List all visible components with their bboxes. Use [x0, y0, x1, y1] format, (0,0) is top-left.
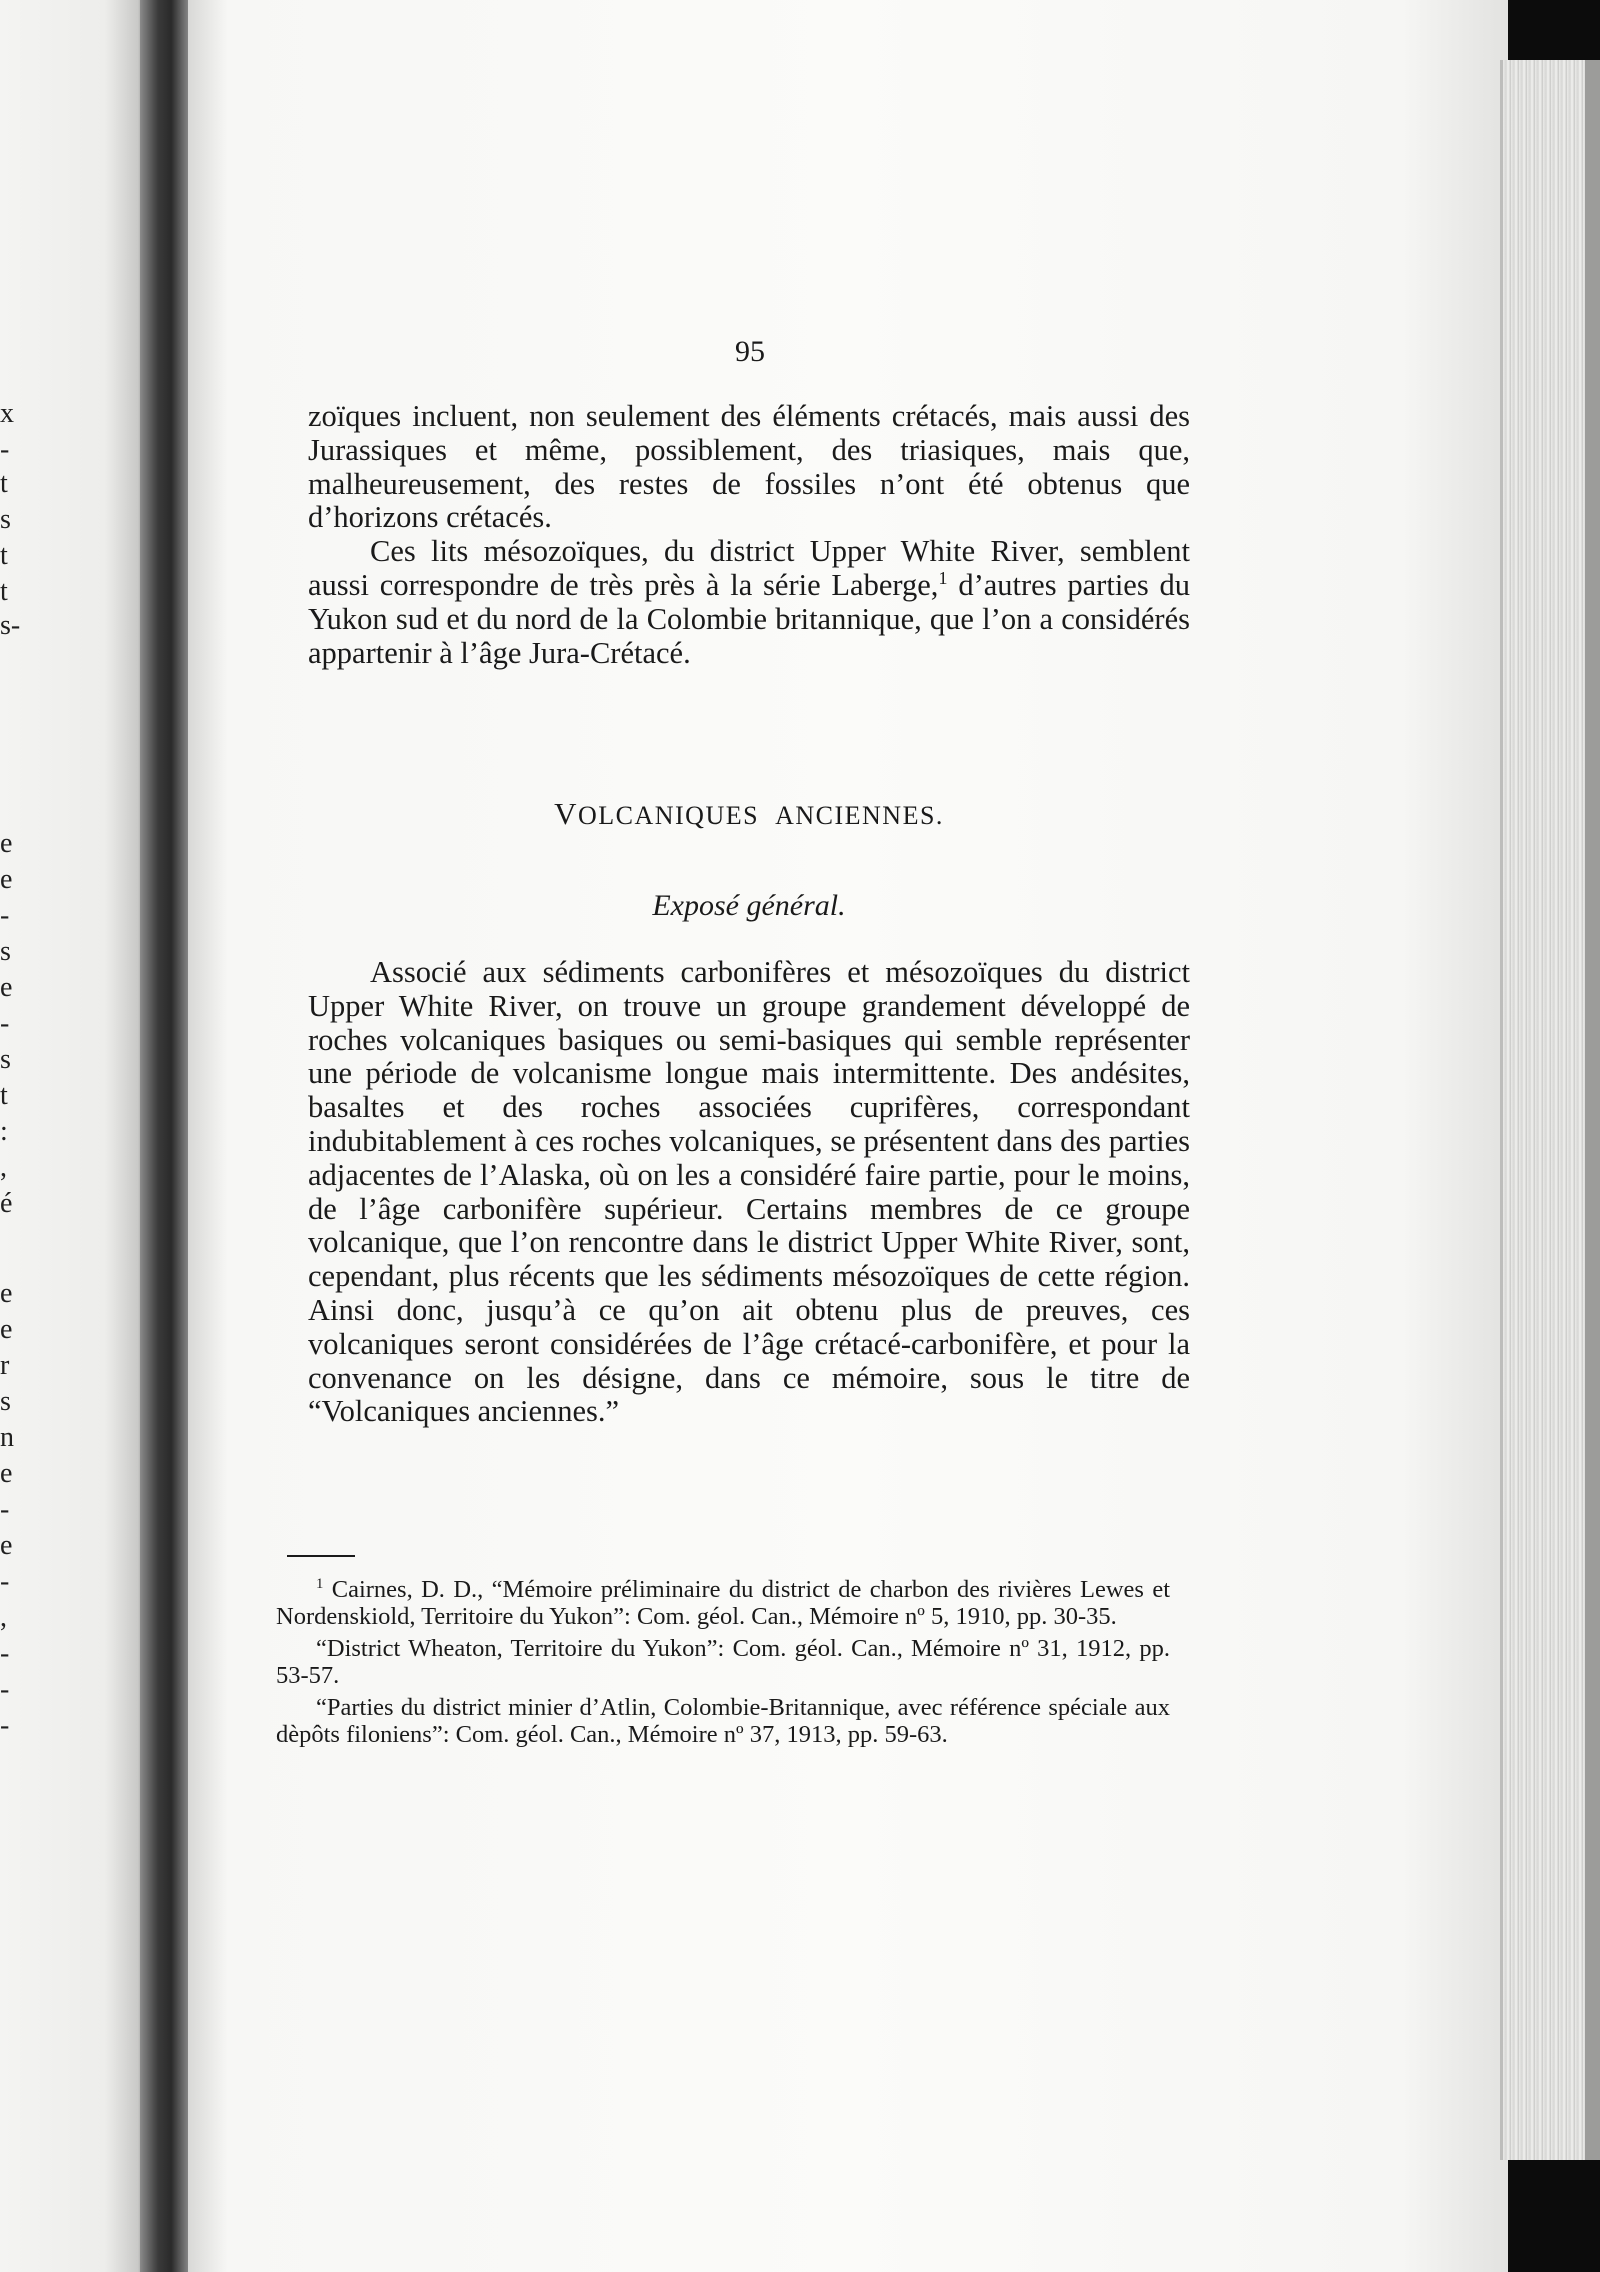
facing-page-text-fragment: -	[0, 900, 10, 931]
expose-paragraph: Associé aux sédiments carbonifères et mésozoïques du district Upper White River, on trouve un groupe grandement développé de roches volcaniques basiques ou semi-basiques qui semble représenter une période de volcanisme longue mais intermittente. Des andésites, basaltes et des roches associées cuprifères, correspondant indubitablement à ces roches volcaniques, se présentent dans des parties adjacentes de l’Alaska, où on les a considéré faire partie, pour le moins, de l’âge carbonifère supérieur. Certains membres de ce groupe volcanique, que l’on rencontre dans le district Upper White River, sont, cependant, plus récents que les sédiments mésozoïques de cette région. Ainsi donc, jusqu’à ce qu’on ait obtenu plus de preuves, ces volcaniques seront considérées de l’âge crétacé-carbonifère, et pour la convenance on les désigne, dans ce mémoire, sous le titre de “Volcaniques anciennes.”	[308, 955, 1190, 1429]
facing-page-text-fragment: t	[0, 1080, 8, 1111]
facing-page-text-fragment: -	[0, 434, 10, 465]
facing-page-text-fragment: e	[0, 1458, 13, 1489]
facing-page-text-fragment: :	[0, 1116, 8, 1147]
facing-page-text-fragment: t	[0, 576, 8, 607]
footnotes	[276, 1577, 1170, 1754]
facing-page-text-fragment: x	[0, 398, 14, 429]
facing-page-text-fragment: e	[0, 828, 13, 859]
facing-page-text-fragment: ,	[0, 1602, 7, 1633]
facing-page-text-fragment: -	[0, 1710, 10, 1741]
facing-page-text-fragment: t	[0, 540, 8, 571]
facing-page-text-fragment: e	[0, 1530, 13, 1561]
facing-page-text-fragment: é	[0, 1188, 13, 1219]
facing-page-text-fragment: n	[0, 1422, 14, 1453]
footnote-mark: 1	[316, 1575, 324, 1592]
page-stack-shadow	[1585, 60, 1600, 2160]
page-stack-edge	[1500, 60, 1595, 2160]
facing-page-text-fragment: -	[0, 1494, 10, 1525]
facing-page-text-fragment: ,	[0, 1152, 7, 1183]
facing-page-text-fragment: s	[0, 936, 11, 967]
footnote-3: “Parties du district minier d’Atlin, Colombie-Britannique, avec référence spéciale aux dèpôts filoniens”: Com. géol. Can., Mémoire nº 37, 1913, pp. 59-63.	[276, 1694, 1170, 1748]
facing-page-text-fragment: s	[0, 1386, 11, 1417]
facing-page-text-fragment: s	[0, 1044, 11, 1075]
intro-paragraph-1: zoïques incluent, non seulement des éléments crétacés, mais aussi des Jurassiques et même, possiblement, des triasiques, mais que, malheureusement, des restes de fossiles n’ont été obtenus que d’horizons crétacés.	[308, 399, 1190, 535]
footnote-reference: 1	[938, 567, 948, 588]
sub-heading: Exposé général.	[652, 889, 846, 922]
facing-page-text-fragment: e	[0, 972, 13, 1003]
facing-page-text-fragment: e	[0, 1314, 13, 1345]
facing-page-text-fragment: -	[0, 1008, 10, 1039]
facing-page-text-fragment: -	[0, 1566, 10, 1597]
footnote-1: $^1$ Cairnes, D. D., “Mémoire préliminaire du district de charbon des rivières Lewes et Nordenskiold, Territoire du Yukon”: Com. géol. Can., Mémoire nº 5, 1910, pp. 30-35.	[276, 1575, 1170, 1630]
facing-page-text-fragment: e	[0, 1278, 13, 1309]
facing-page-text-fragment: s	[0, 504, 11, 535]
intro-text	[308, 400, 1190, 670]
facing-page-text-fragment: s-	[0, 610, 21, 641]
footnote-divider	[287, 1555, 355, 1557]
facing-page-text-fragment: e	[0, 864, 13, 895]
section-heading: VOLCANIQUES ANCIENNES.	[554, 796, 944, 831]
intro-paragraph-2: Ces lits mésozoïques, du district Upper White River, semblent aussi correspondre de très près à la série Laberge,$^1$ d’autres parties du Yukon sud et du nord de la Colombie britannique, que l’on a considérés appartenir à l’âge Jura-Crétacé.	[308, 534, 1191, 670]
expose-text	[308, 956, 1190, 1429]
page-number: 95	[735, 335, 765, 368]
facing-page-text-fragment: -	[0, 1638, 10, 1669]
facing-page-text-fragment: t	[0, 468, 8, 499]
facing-page-text-fragment: -	[0, 1674, 10, 1705]
footnote-2: “District Wheaton, Territoire du Yukon”: Com. géol. Can., Mémoire nº 31, 1912, pp. 53-57.	[276, 1635, 1170, 1689]
facing-page-text-fragment: r	[0, 1350, 10, 1381]
